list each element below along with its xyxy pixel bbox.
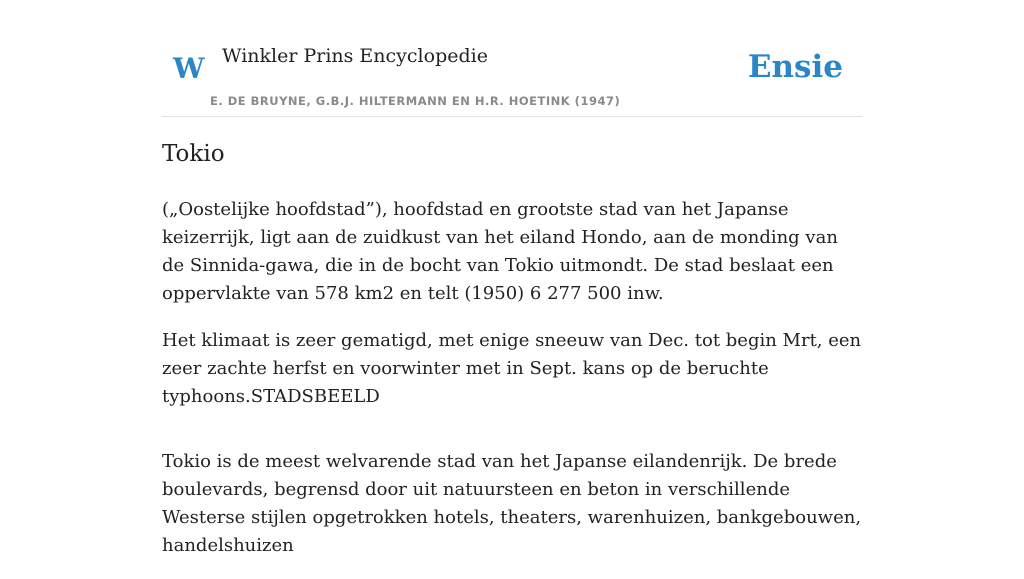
article-paragraph: („Oostelijke hoofdstad”), hoofdstad en grootste stad van het Japanse keizerrijk, ligt aan de zuidkust van het eiland Hondo, aan de monding van de Sinnida-gawa, die in de bocht van Tokio uitmondt. De stad beslaat een oppervlakte van 578 km2 en telt (1950) 6 277 500 inw. [162,199,838,304]
article-paragraph: Het klimaat is zeer gematigd, met enige sneeuw van Dec. tot begin Mrt, een zeer zachte herfst en voorwinter met in Sept. kans op de beruchte typhoons.STADSBEELD [162,330,862,407]
article-title: Tokio [162,141,225,167]
source-header [162,0,862,117]
brand-logo[interactable]: Ensie [747,49,843,85]
article-paragraph: Tokio is de meest welvarende stad van het Japanse eilandenrijk. De brede boulevards, begrensd door uit natuursteen en beton in verschillende Westerse stijlen opgetrokken hotels, theaters, warenhuizen, bankgebouwen, handelshuizen [162,451,862,556]
source-title[interactable]: Winkler Prins Encyclopedie [222,45,488,67]
source-authors: E. DE BRUYNE, G.B.J. HILTERMANN EN H.R. HOETINK (1947) [210,94,621,108]
article [162,136,862,579]
source-logo[interactable]: W [173,52,205,85]
